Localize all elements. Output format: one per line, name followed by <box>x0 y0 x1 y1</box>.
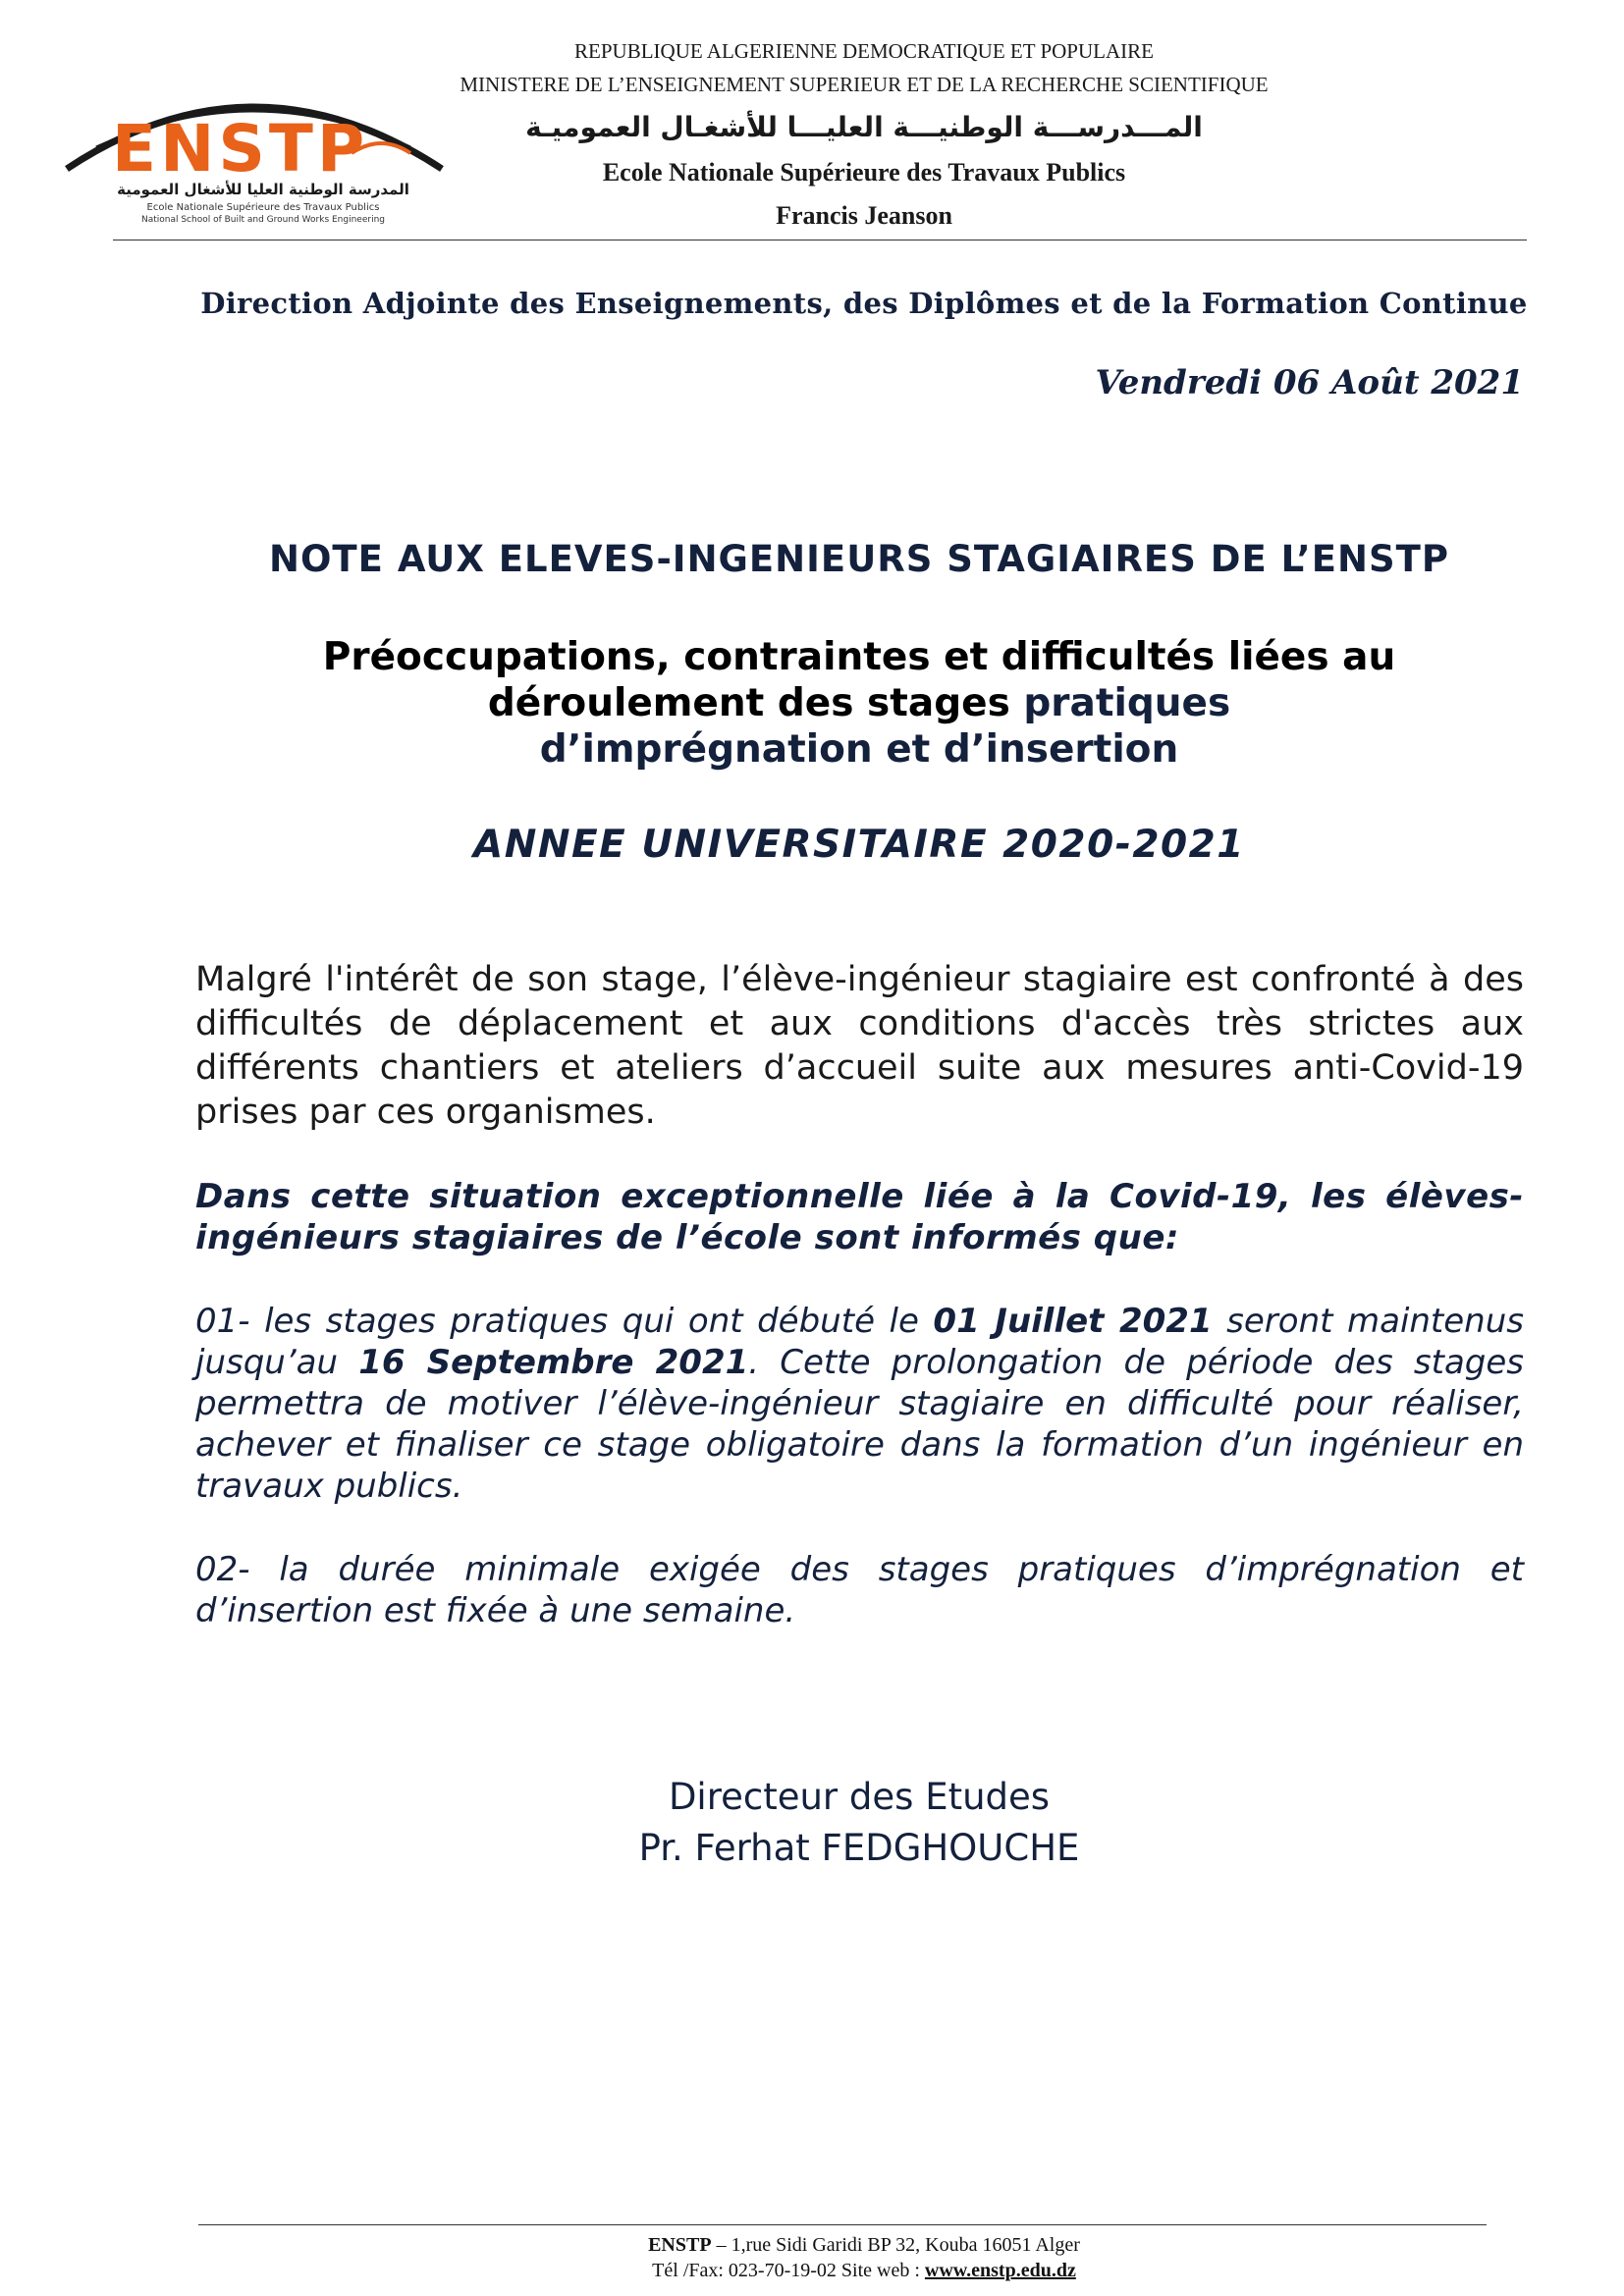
academic-year: ANNEE UNIVERSITAIRE 2020-2021 <box>473 823 1245 867</box>
website-link[interactable]: www.enstp.edu.dz <box>924 2260 1076 2281</box>
start-date: 01 Juillet 2021 <box>933 1302 1213 1341</box>
body-paragraph-1: Malgré l'intérêt de son stage, l’élève-ingénieur stagiaire est confronté à des difficultés de déplacement et aux conditions d'accès très strictes aux différents chantiers et ateliers d’accueil suite aux mesures anti-Covid-19 prises par ces organismes. <box>195 960 1524 1132</box>
enstp-logo <box>57 84 450 232</box>
enstp-logo-graphic <box>57 84 450 232</box>
subtitle-line-2b: pratiques <box>1023 681 1231 725</box>
body-paragraph-3 <box>195 1301 1524 1507</box>
school-name: Ecole Nationale Supérieure des Travaux Publics <box>602 158 1126 187</box>
footer-divider <box>198 2224 1487 2225</box>
logo-line-en: National School of Built and Ground Works Engineering <box>140 215 386 225</box>
end-date: 16 Septembre 2021 <box>358 1343 749 1382</box>
footer-address-line <box>550 2232 1178 2258</box>
footer-org: ENSTP <box>648 2234 712 2256</box>
school-arabic-name: المـــدرســـة الوطنيـــة العليـــا للأشغـال العموميـة <box>525 111 1203 143</box>
subtitle-line-3: d’imprégnation et d’insertion <box>539 727 1179 772</box>
footer-contact-line <box>550 2258 1178 2283</box>
signature-block <box>491 1772 1227 1874</box>
footer-phone: Tél /Fax: 023-70-19-02 Site web : <box>652 2260 925 2281</box>
subtitle-line-1: Préoccupations, contraintes et difficultés liées au <box>322 635 1396 679</box>
note-subtitle <box>196 634 1522 773</box>
document-date: Vendredi 06 Août 2021 <box>1095 363 1524 402</box>
p3-text-e: . Cette prolongation de période des stages permettra de motiver l’élève-ingénieur stagiaire en difficulté pour réaliser, achever et finaliser ce stage obligatoire dans la formation d’un ingénieur en travaux publics. <box>195 1343 1524 1506</box>
subtitle-line-2a: déroulement des stages <box>487 681 1024 725</box>
logo-arabic: المدرسة الوطنية العليا للأشغال العمومية <box>117 181 409 198</box>
note-title: NOTE AUX ELEVES-INGENIEURS STAGIAIRES DE L’ENSTP <box>269 538 1449 580</box>
body-paragraph-2: Dans cette situation exceptionnelle liée à la Covid-19, les élèves-ingénieurs stagiaires de l’école sont informés que: <box>195 1177 1524 1257</box>
letterhead <box>412 35 1316 236</box>
department-heading: Direction Adjointe des Enseignements, des Diplômes et de la Formation Continue <box>200 287 1528 320</box>
subtitle-line-2 <box>196 680 1522 726</box>
footer-address: – 1,rue Sidi Garidi BP 32, Kouba 16051 Alger <box>711 2234 1080 2256</box>
ministry-line: MINISTERE DE L’ENSEIGNEMENT SUPERIEUR ET DE LA RECHERCHE SCIENTIFIQUE <box>460 73 1269 96</box>
p3-text-a: 01- les stages pratiques qui ont débuté le <box>195 1302 934 1341</box>
body-paragraph-4: 02- la durée minimale exigée des stages pratiques d’imprégnation et d’insertion est fixée à une semaine. <box>195 1550 1524 1630</box>
logo-line-fr: Ecole Nationale Supérieure des Travaux Publics <box>146 202 380 213</box>
footer <box>550 2232 1178 2283</box>
school-subname: Francis Jeanson <box>776 201 952 230</box>
republic-line: REPUBLIQUE ALGERIENNE DEMOCRATIQUE ET POPULAIRE <box>574 39 1154 63</box>
signatory-title: Directeur des Etudes <box>668 1776 1051 1818</box>
p3-text-c: seront maintenus jusqu’au <box>195 1302 1524 1382</box>
signatory-name: Pr. Ferhat FEDGHOUCHE <box>638 1827 1080 1869</box>
logo-text: ENSTP <box>112 111 369 187</box>
